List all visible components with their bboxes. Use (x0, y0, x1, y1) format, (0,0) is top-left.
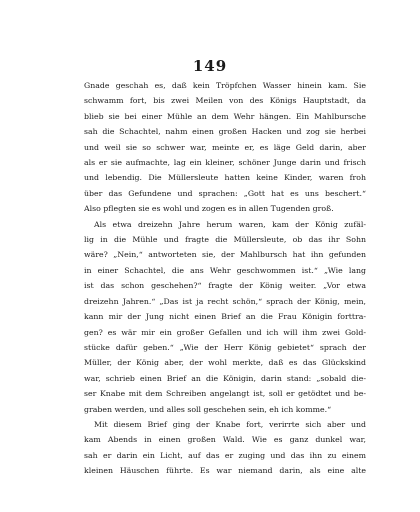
text-line: kleinen Häuschen führte. Es war niemand darin, als eine alte (84, 466, 366, 476)
text-line: blieb sie bei einer Mühle an dem Wehr hängen. Ein Mahlbursche (84, 111, 366, 121)
text-line: war, schrieb einen Brief an die Königin, darin stand: „sobald die- (84, 373, 366, 383)
text-line: stücke dafür geben.“ „Wie der Herr König gebietet“ sprach der (84, 342, 366, 352)
text-line: ist das schon geschehen?“ fragte der König weiter. „Vor etwa (84, 281, 366, 291)
text-line: und lebendig. Die Müllersleute hatten keine Kinder, waren froh (84, 173, 366, 183)
text-line: und weil sie so schwer war, meinte er, es läge Geld darin, aber (84, 142, 366, 152)
text-line: ser Knabe mit dem Schreiben angelangt ist, soll er getödtet und be- (84, 389, 366, 399)
text-line: sah die Schachtel, nahm einen großen Hacken und zog sie herbei (84, 127, 366, 137)
text-line: wäre? „Nein,“ antworteten sie, der Mahlbursch hat ihn gefunden (84, 250, 366, 260)
text-line: schwamm fort, bis zwei Meilen von des Königs Hauptstadt, da (84, 96, 366, 106)
text-line: Als etwa dreizehn Jahre herum waren, kam der König zufäl- (94, 219, 366, 229)
text-line: in einer Schachtel, die ans Wehr geschwommen ist.“ „Wie lang (84, 265, 366, 275)
text-line: Mit diesem Brief ging der Knabe fort, verirrte sich aber und (94, 419, 366, 429)
text-line: Gnade geschah es, daß kein Tröpfchen Wasser hinein kam. Sie (84, 81, 366, 90)
text-line: kann mir der Jung nicht einen Brief an die Frau Königin forttra- (84, 312, 366, 322)
text-line: lig in die Mühle und fragte die Müllersleute, ob das ihr Sohn (84, 235, 366, 245)
text-line: Müller, der König aber, der wohl merkte, daß es das Glückskind (84, 358, 366, 368)
page-number: 149 (192, 57, 228, 75)
body-text (84, 78, 366, 479)
text-line: Also pflegten sie es wohl und zogen es in allen Tugenden groß. (84, 204, 334, 214)
text-line: sah er darin ein Licht, auf das er zuging und das ihn zu einem (84, 450, 366, 460)
text-line: dreizehn Jahren.“ „Das ist ja recht schön,“ sprach der König, mein, (84, 296, 366, 306)
text-line: gen? es wär mir ein großer Gefallen und ich will ihm zwei Gold- (84, 327, 366, 337)
text-line: graben werden, und alles soll geschehen sein, eh ich komme.“ (84, 404, 332, 414)
text-line: kam Abends in einen großen Wald. Wie es ganz dunkel war, (84, 435, 366, 445)
text-line: über das Gefundene und sprachen: „Gott hat es uns beschert.“ (84, 188, 366, 198)
text-line: als er sie aufmachte, lag ein kleiner, schöner Junge darin und frisch (84, 158, 366, 168)
